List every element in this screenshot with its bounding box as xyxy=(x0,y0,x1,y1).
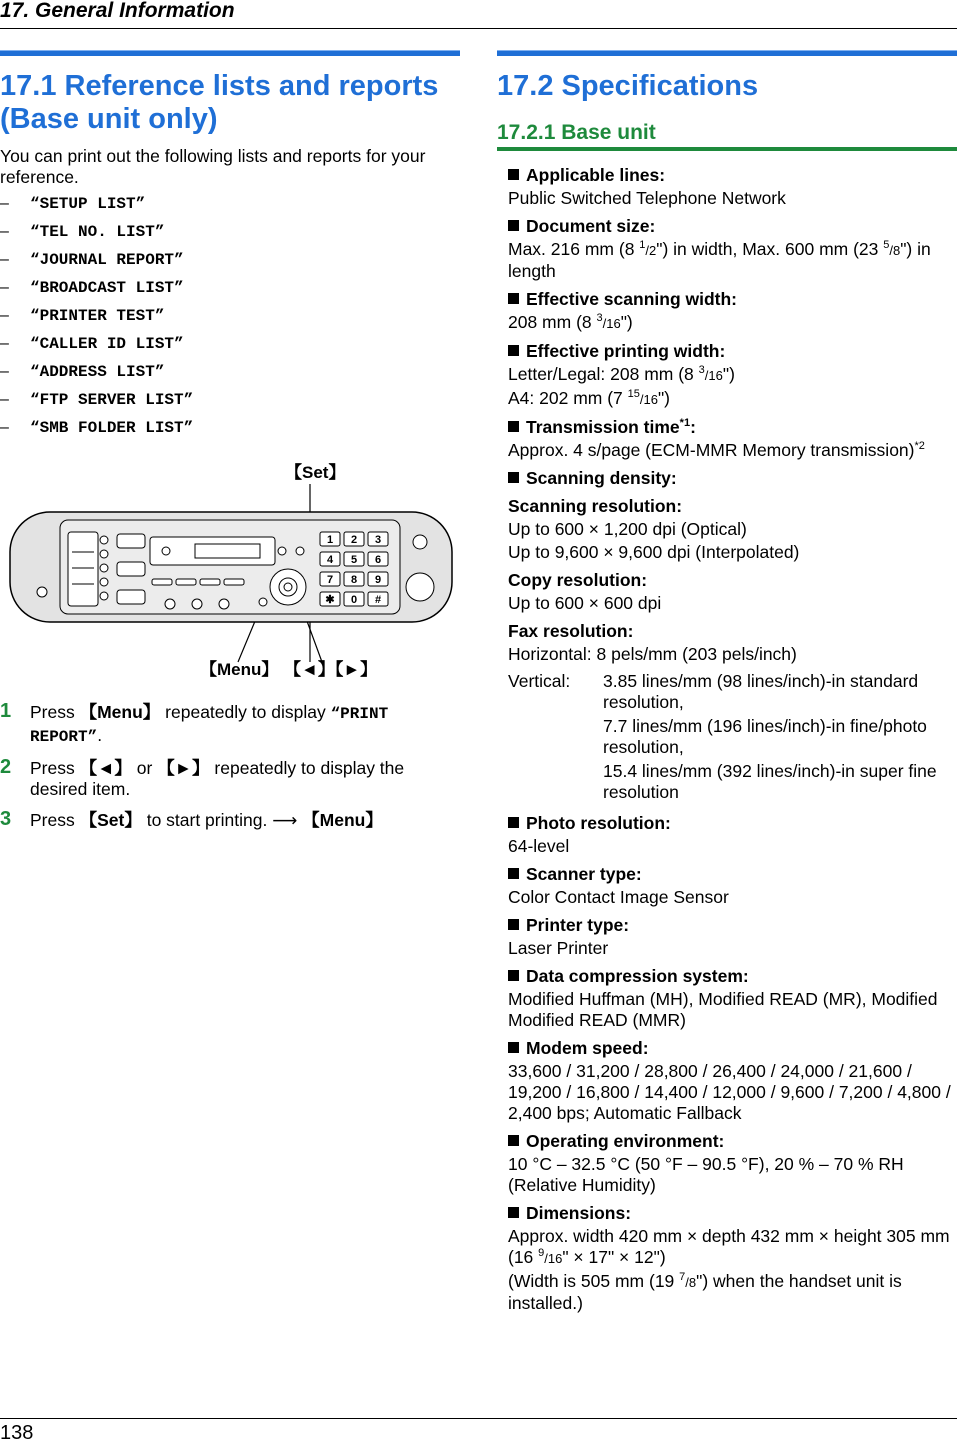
square-bullet-icon xyxy=(508,472,519,483)
spec-heading: Operating environment: xyxy=(508,1131,957,1152)
square-bullet-icon xyxy=(508,817,519,828)
control-panel-illustration xyxy=(0,462,460,692)
key-4: 4 xyxy=(326,554,334,566)
section-title-reference-lists: 17.1 Reference lists and reports (Base unit only) xyxy=(0,70,439,135)
square-bullet-icon xyxy=(508,1207,519,1218)
fax-panel-drawing xyxy=(0,462,460,692)
key-8: 8 xyxy=(350,574,358,586)
section-bar xyxy=(497,50,957,56)
spec-value: Approx. 4 s/page (ECM-MMR Memory transmission)$^{*2}$ xyxy=(508,440,925,460)
square-bullet-icon xyxy=(508,919,519,930)
spec-subheading: Copy resolution: xyxy=(508,570,648,590)
spec-heading: Data compression system: xyxy=(508,966,957,987)
spec-value: Max. 216 mm (8 $^1$/2") in width, Max. 600 mm (23 $^5$/8") in length xyxy=(508,239,931,281)
spec-value: Laser Printer xyxy=(508,938,609,958)
spec-value: Modified Huffman (MH), Modified READ (MR), Modified Modified READ (MMR) xyxy=(508,989,938,1030)
page-number: 138 xyxy=(0,1422,34,1444)
key-7: 7 xyxy=(326,574,334,586)
spec-value: 64-level xyxy=(508,836,570,856)
square-bullet-icon xyxy=(508,293,519,304)
spec-heading: Document size: xyxy=(508,216,957,237)
spec-heading: Applicable lines: xyxy=(508,165,957,186)
list-item: – “JOURNAL REPORT” xyxy=(0,251,184,269)
list-item: – “BROADCAST LIST” xyxy=(0,279,184,297)
square-bullet-icon xyxy=(508,220,519,231)
key-5: 5 xyxy=(350,554,358,566)
subsection-header xyxy=(497,121,957,151)
spec-subheading: Fax resolution: xyxy=(508,621,634,641)
vertical-resolution xyxy=(508,671,957,806)
left-column xyxy=(0,50,460,841)
spec-value: 10 °C – 32.5 °C (50 °F – 90.5 °F), 20 % – 70 % RH (Relative Humidity) xyxy=(508,1154,904,1195)
spec-value: Color Contact Image Sensor xyxy=(508,887,729,907)
list-item: – “SMB FOLDER LIST” xyxy=(0,419,194,437)
spec-value: Approx. width 420 mm × depth 432 mm × height 305 mm (16 $^9$/16" × 17" × 12") xyxy=(508,1226,950,1267)
key-3: 3 xyxy=(374,534,382,546)
spec-heading: Effective printing width: xyxy=(508,341,957,362)
square-bullet-icon xyxy=(508,970,519,981)
spec-heading: Printer type: xyxy=(508,915,957,936)
spec-value: 208 mm (8 $^3$/16") xyxy=(508,312,633,332)
square-bullet-icon xyxy=(508,169,519,180)
list-item: 3.85 lines/mm (98 lines/inch)-in standard resolution, xyxy=(603,671,919,712)
spec-heading: Modem speed: xyxy=(508,1038,957,1059)
footer-rule xyxy=(0,1418,957,1419)
square-bullet-icon xyxy=(508,1042,519,1053)
spec-value: Up to 9,600 × 9,600 dpi (Interpolated) xyxy=(508,542,800,562)
spec-list xyxy=(508,165,957,1314)
section-bar xyxy=(0,50,460,56)
key-1: 1 xyxy=(326,534,334,546)
list-item: – “ADDRESS LIST” xyxy=(0,363,165,381)
spec-heading: Effective scanning width: xyxy=(508,289,957,310)
spec-value: Letter/Legal: 208 mm (8 $^3$/16") xyxy=(508,364,735,384)
right-column xyxy=(497,50,957,1314)
list-item: – “SETUP LIST” xyxy=(0,195,146,213)
section-title-specifications: 17.2 Specifications xyxy=(497,70,759,102)
list-item: – “PRINTER TEST” xyxy=(0,307,165,325)
square-bullet-icon xyxy=(508,345,519,356)
key-hash: # xyxy=(374,594,382,606)
report-list xyxy=(0,190,460,442)
square-bullet-icon xyxy=(508,1135,519,1146)
spec-heading: Photo resolution: xyxy=(508,813,957,834)
spec-value: Up to 600 × 1,200 dpi (Optical) xyxy=(508,519,747,539)
spec-value: Public Switched Telephone Network xyxy=(508,188,786,208)
arrow-keys-callout: 【◄】【►】 xyxy=(284,660,378,679)
spec-heading: Scanning density: xyxy=(508,468,957,489)
spec-heading: Scanner type: xyxy=(508,864,957,885)
list-item: 7.7 lines/mm (196 lines/inch)-in fine/photo resolution, xyxy=(603,716,927,757)
set-callout: 【Set】 xyxy=(285,463,346,482)
intro-text: You can print out the following lists and reports for your reference. xyxy=(0,146,426,187)
step-2: 2 Press 【◄】 or 【►】 repeatedly to display the desired item. xyxy=(0,756,405,799)
key-9: 9 xyxy=(374,574,382,586)
key-6: 6 xyxy=(374,554,382,566)
vertical-values xyxy=(603,671,957,806)
spec-value: Horizontal: 8 pels/mm (203 pels/inch) xyxy=(508,644,797,664)
list-item: – “CALLER ID LIST” xyxy=(0,335,184,353)
spec-value: Up to 600 × 600 dpi xyxy=(508,593,662,613)
vertical-label: Vertical: xyxy=(508,671,571,691)
step-3: 3 Press 【Set】 to start printing. ⟶ 【Menu】 xyxy=(0,808,383,830)
spec-value: 33,600 / 31,200 / 28,800 / 26,400 / 24,000 / 21,600 / 19,200 / 16,800 / 14,400 / 12,000 / 9,600 / 7,200 / 4,800 / 2,400 bps; Automatic Fallback xyxy=(508,1061,951,1123)
subsection-title-base-unit: 17.2.1 Base unit xyxy=(497,121,656,144)
spec-value: (Width is 505 mm (19 $^7$/8") when the handset unit is installed.) xyxy=(508,1271,902,1313)
key-2: 2 xyxy=(350,534,358,546)
step-1: 1 Press 【Menu】 repeatedly to display “PRINT REPORT”. xyxy=(0,700,389,746)
spec-value: A4: 202 mm (7 $^{15}$/16") xyxy=(508,388,671,408)
list-item: – “TEL NO. LIST” xyxy=(0,223,165,241)
list-item: – “FTP SERVER LIST” xyxy=(0,391,194,409)
header-rule xyxy=(0,28,957,29)
square-bullet-icon xyxy=(508,421,519,432)
key-0: 0 xyxy=(350,594,358,606)
spec-heading: Dimensions: xyxy=(508,1203,957,1224)
header-title: 17. General Information xyxy=(0,0,235,22)
key-star: ✱ xyxy=(325,594,335,606)
spec-heading: Transmission time$^{*1}$: xyxy=(508,417,957,438)
square-bullet-icon xyxy=(508,868,519,879)
steps xyxy=(0,702,460,831)
list-item: 15.4 lines/mm (392 lines/inch)-in super fine resolution xyxy=(603,761,937,802)
spec-subheading: Scanning resolution: xyxy=(508,496,683,516)
menu-callout: 【Menu】 xyxy=(200,660,279,679)
